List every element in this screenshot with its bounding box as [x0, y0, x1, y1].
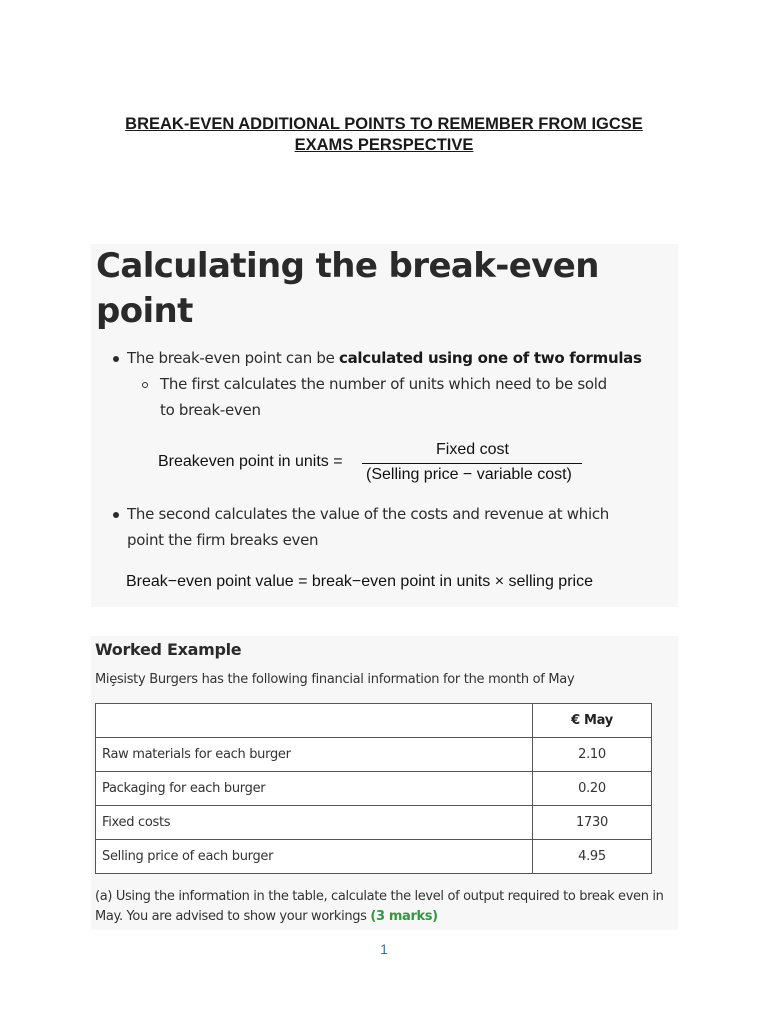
- question-marks: (3 marks): [370, 909, 438, 924]
- worked-example-title: Worked Example: [95, 640, 242, 659]
- break-even-formulas-panel: [91, 244, 678, 607]
- row-label: Packaging for each burger: [96, 772, 533, 806]
- worked-example-panel: [91, 636, 678, 930]
- question-text: [95, 887, 670, 927]
- heading-line-1: BREAK-EVEN ADDITIONAL POINTS TO REMEMBER FROM IGCSE: [125, 115, 643, 133]
- row-value: 0.20: [533, 772, 652, 806]
- sub-bullet-units-line-2: to break-even: [160, 401, 261, 419]
- formula-units-denominator: (Selling price − variable cost): [366, 466, 572, 483]
- row-label: Raw materials for each burger: [96, 738, 533, 772]
- bullet-dot-icon: [113, 512, 119, 518]
- table-row: [96, 738, 652, 772]
- document-heading: [0, 114, 768, 156]
- table-header-row: [96, 704, 652, 738]
- fraction-bar: [362, 463, 582, 464]
- question-body: (a) Using the information in the table, calculate the level of output required to break even in May. You are advised to show your workings: [95, 889, 664, 924]
- bullet-formulas-text: The break-even point can be: [127, 349, 340, 367]
- bullet-value-line-2: point the firm breaks even: [127, 531, 319, 549]
- row-value: 4.95: [533, 840, 652, 874]
- table-row: [96, 840, 652, 874]
- formula-value: Break−even point value = break−even point in units × selling price: [126, 573, 593, 590]
- table-header-label: [96, 704, 533, 738]
- bullet-formulas-bold: calculated using one of two formulas: [339, 349, 642, 367]
- bullet-formulas: [127, 345, 642, 371]
- bullet-value-line-1: The second calculates the value of the costs and revenue at which: [127, 505, 609, 523]
- row-label: Selling price of each burger: [96, 840, 533, 874]
- table-row: [96, 772, 652, 806]
- page-number: 1: [380, 941, 388, 957]
- section-title: [96, 244, 656, 334]
- worked-example-intro: Miȩsisty Burgers has the following financial information for the month of May: [95, 672, 575, 687]
- heading-line-2: EXAMS PERSPECTIVE: [294, 136, 474, 154]
- formula-units-lhs: Breakeven point in units =: [158, 453, 343, 470]
- financial-info-table: [95, 703, 652, 874]
- bullet-dot-icon: [113, 356, 119, 362]
- section-title-line-2: point: [96, 291, 193, 331]
- row-value: 1730: [533, 806, 652, 840]
- sub-bullet-circle-icon: [142, 382, 148, 388]
- table-row: [96, 806, 652, 840]
- formula-units-numerator: Fixed cost: [436, 441, 509, 458]
- sub-bullet-units-line-1: The first calculates the number of units which need to be sold: [160, 375, 607, 393]
- section-title-line-1: Calculating the break-even: [96, 246, 599, 286]
- table-header-may: € May: [533, 704, 652, 738]
- row-value: 2.10: [533, 738, 652, 772]
- row-label: Fixed costs: [96, 806, 533, 840]
